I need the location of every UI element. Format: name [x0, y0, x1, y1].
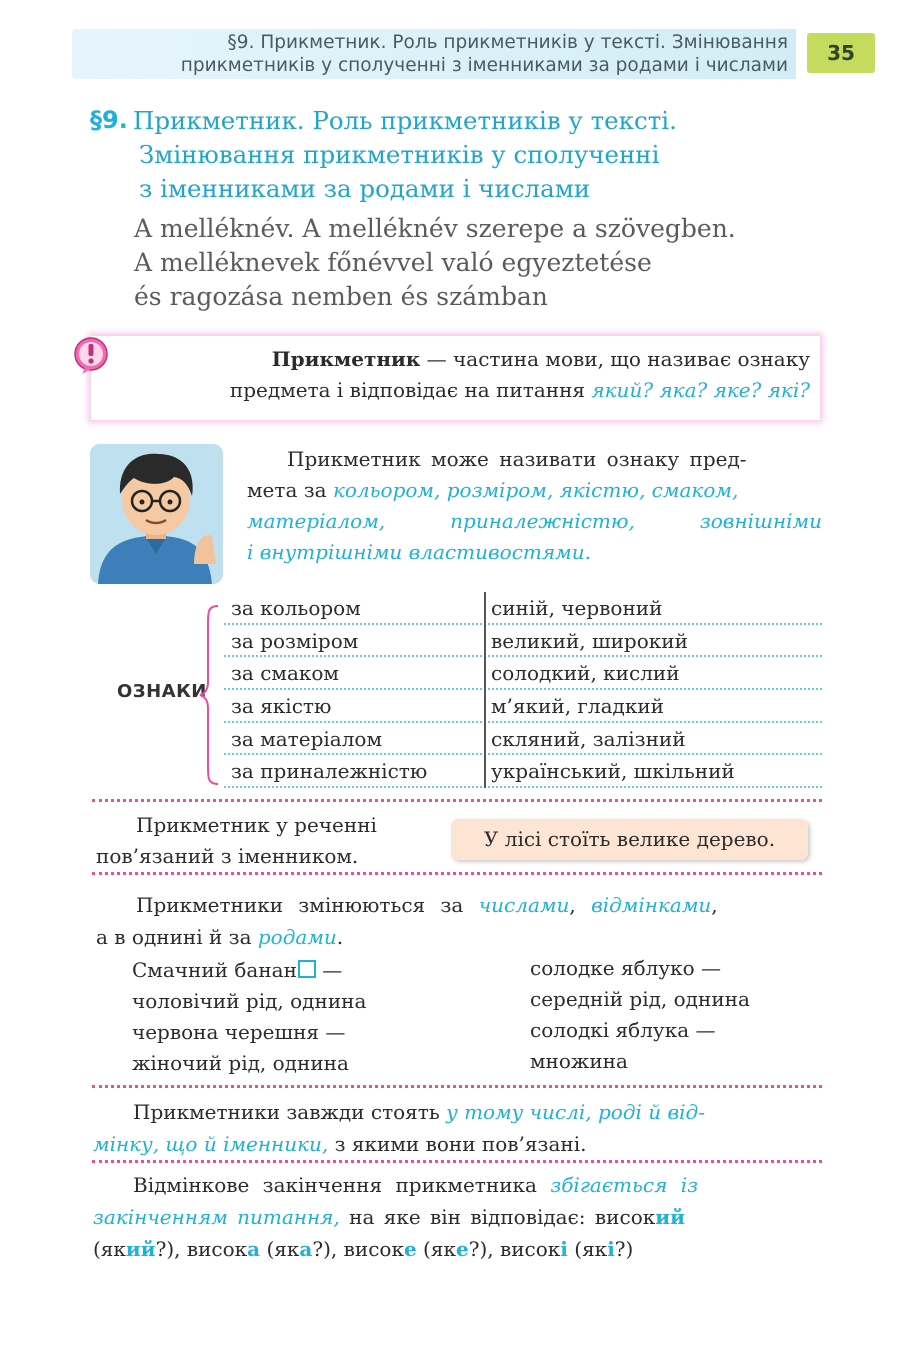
intro-line2-plain: мета за [247, 478, 333, 502]
agreement-text [93, 1096, 817, 1160]
ending-suffix: ий [125, 1237, 156, 1261]
definition-text [126, 344, 810, 406]
example-line: жіночий рід, однина [132, 1051, 349, 1075]
inflection-genders: родами [257, 925, 337, 949]
examples-cell: великий, широкий [491, 628, 688, 653]
ending-part: ?), висок [468, 1237, 561, 1261]
inflection-part: а в однині й за [96, 925, 258, 949]
intro-line4: і внутрішніми властивостями. [247, 540, 591, 564]
section-divider [92, 872, 822, 875]
ending-text [93, 1169, 817, 1265]
section-divider [92, 1085, 822, 1088]
ending-suffix: а [247, 1237, 261, 1261]
table-row [224, 690, 822, 723]
example-sentence-box: У лісі стоїть велике дерево. [451, 819, 808, 860]
examples-cell: синій, червоний [491, 596, 663, 620]
agreement-emphasis: у тому числі, роді й від- [446, 1100, 705, 1124]
table-divider [484, 592, 486, 788]
table-row [224, 723, 822, 756]
ending-part: Відмінкове закінчення прикметника [133, 1173, 551, 1197]
definition-questions: який? яка? яке? які? [591, 378, 810, 402]
intro-line1: Прикметник може називати ознаку пред- [287, 447, 747, 471]
feature-cell: за кольором [231, 596, 361, 620]
features-table [224, 592, 822, 788]
brace-icon [198, 604, 220, 786]
title-uk-line: з іменниками за родами і числами [139, 174, 591, 203]
agreement-part: з якими вони пов’язані. [328, 1132, 587, 1156]
running-header [181, 31, 788, 77]
section-number: §9. [90, 106, 128, 134]
features-intro [247, 444, 822, 568]
connection-line1: Прикметник у реченні [136, 813, 377, 837]
title-hu-line: és ragozása nemben és számban [134, 282, 548, 311]
intro-line2-cyan: кольором, розміром, якістю, смаком, [332, 478, 739, 502]
boy-illustration [90, 444, 223, 584]
intro-word: приналежністю, [450, 509, 635, 533]
examples-cell: м’який, гладкий [491, 694, 664, 719]
definition-box [91, 336, 820, 420]
example-line: солодке яблуко — [530, 956, 722, 980]
section-divider [92, 799, 822, 802]
intro-word: матеріалом, [247, 509, 386, 533]
title-uk-line: Прикметник. Роль прикметників у тексті. [133, 106, 677, 135]
title-hu-line: A melléknevek főnévvel való egyeztetése [134, 248, 652, 277]
definition-term: Прикметник [271, 347, 421, 371]
ending-examples-line [93, 1233, 817, 1265]
title-hu-line: A melléknév. A melléknév szerepe a szövegben. [134, 214, 736, 243]
example-line: червона черешня — [132, 1020, 346, 1044]
examples-cell: український, шкільний [491, 759, 735, 784]
inflection-cases: відмінками [591, 893, 712, 917]
connection-line2: пов’язаний з іменником. [96, 844, 359, 868]
table-row [224, 657, 822, 690]
ending-part: ?) [614, 1237, 634, 1261]
examples-cell: скляний, залізний [491, 726, 686, 751]
features-label: ОЗНАКИ [117, 681, 207, 702]
example-line: солодкі яблука — [530, 1018, 716, 1042]
exclamation-icon [71, 335, 111, 375]
title-uk-line: Змінювання прикметників у сполученні [139, 140, 660, 169]
ending-part: (як [260, 1237, 300, 1261]
ending-part: ?), висок [312, 1237, 404, 1261]
inflection-numbers: числами [478, 893, 570, 917]
ending-part: (як [567, 1237, 608, 1261]
zero-ending-square-icon [298, 960, 316, 978]
page-number: 35 [807, 33, 875, 73]
examples-cell: солодкий, кислий [491, 661, 680, 686]
feature-cell: за приналежністю [231, 759, 428, 784]
example-line: середній рід, однина [530, 987, 750, 1011]
ending-suffix: е [403, 1237, 417, 1261]
feature-cell: за розміром [231, 628, 359, 653]
ending-suffix: ий [655, 1205, 685, 1229]
ending-part: (як [93, 1237, 126, 1261]
table-row [224, 625, 822, 658]
ending-part: (як [416, 1237, 456, 1261]
ending-suffix: е [455, 1237, 469, 1261]
connection-text [96, 810, 377, 872]
example-line: Смачний банан [132, 958, 297, 982]
example-line: чоловічий рід, однина [132, 989, 367, 1013]
header-banner [72, 29, 796, 79]
example-line: множина [530, 1049, 628, 1073]
inflection-part: . [336, 925, 344, 949]
section-title-ukrainian [133, 104, 677, 206]
inflection-part: , [569, 893, 592, 917]
ending-suffix: і [607, 1237, 615, 1261]
feature-cell: за якістю [231, 694, 332, 719]
table-row [224, 592, 822, 625]
inflection-part: Прикметники змінюються за [136, 893, 479, 917]
feature-cell: за смаком [231, 661, 339, 686]
example-line-tail: — [315, 958, 343, 982]
feature-cell: за матеріалом [231, 726, 382, 751]
examples-right [530, 953, 750, 1077]
agreement-part: Прикметники завжди стоять [133, 1100, 447, 1124]
inflection-text [96, 889, 818, 953]
agreement-emphasis: мінку, що й іменники, [93, 1132, 329, 1156]
definition-part1: — частина мови, що називає ознаку [420, 347, 810, 371]
ending-suffix: і [560, 1237, 568, 1261]
running-header-line1: §9. Прикметник. Роль прикметників у тексті. Змінювання [227, 32, 788, 53]
definition-part2: предмета і відповідає на питання [229, 378, 592, 402]
ending-emphasis: збігається із [550, 1173, 699, 1197]
examples-left [132, 955, 366, 1079]
section-divider [92, 1160, 822, 1163]
inflection-part: , [711, 893, 718, 917]
ending-emphasis: закінченням питання, [93, 1205, 340, 1229]
running-header-line2: прикметників у сполученні з іменниками за родами і числами [180, 55, 788, 76]
intro-word: зовнішніми [699, 509, 822, 533]
ending-part: на яке він відповідає: висок [339, 1205, 656, 1229]
section-title-hungarian [134, 212, 736, 314]
table-row [224, 755, 822, 788]
ending-suffix: а [299, 1237, 313, 1261]
ending-part: ?), висок [155, 1237, 248, 1261]
